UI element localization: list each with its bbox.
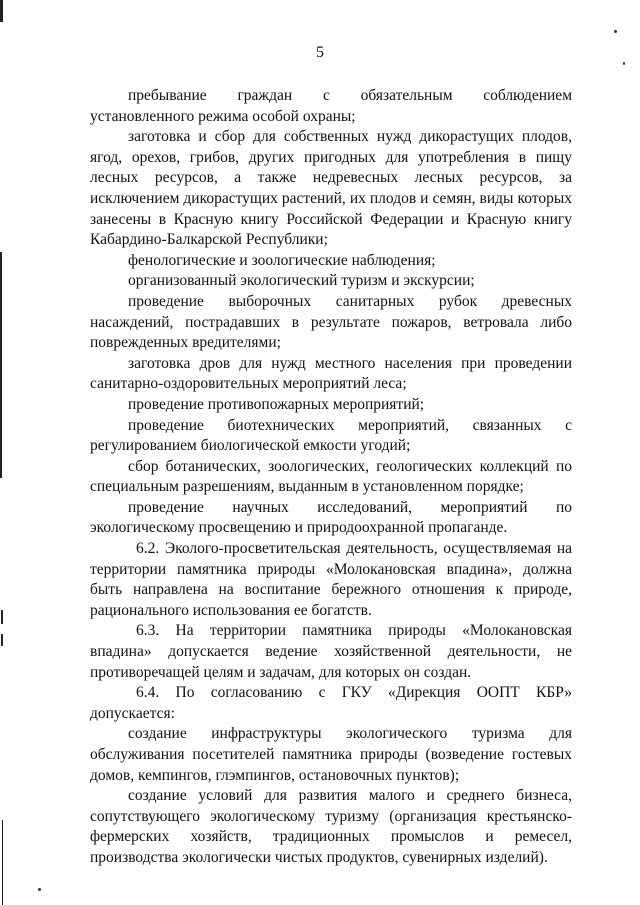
paragraph-biotechnical: проведение биотехнических мероприятий, связанных с регулированием биологической емкости угодий; — [90, 416, 572, 455]
paragraph-eco-tourism: организованный экологический туризм и экскурсии; — [128, 272, 475, 290]
scan-edge-mark — [1, 634, 3, 646]
paragraph-research: проведение научных исследований, мероприятий по экологическому просвещению и природоохранной пропаганде. — [90, 498, 572, 537]
paragraph-6-2: 6.2. Эколого-просветительская деятельность, осуществляемая на территории памятника природы «Молокановская впадина», должна быть направлена на воспитание бережного отношения к природе, рационального использования ее богатств. — [90, 540, 572, 619]
paragraph-observations: фенологические и зоологические наблюдения; — [128, 251, 436, 269]
document-body — [90, 86, 572, 869]
scan-edge-mark — [1, 610, 3, 624]
paragraph-infrastructure: создание инфраструктуры экологического туризма для обслуживания посетителей памятника природы (возведение гостевых домов, кемпингов, глэмпингов, остановочных пунктов); — [90, 725, 572, 784]
scan-edge-mark — [2, 820, 3, 905]
paragraph-6-4: 6.4. По согласованию с ГКУ «Дирекция ООПТ КБР» допускается: — [90, 684, 572, 722]
paragraph-collections: сбор ботанических, зоологических, геологических коллекций по специальным разрешениям, выданным в установленном порядке; — [90, 457, 572, 496]
scan-speck — [38, 888, 41, 891]
paragraph-wild-plants-harvest: заготовка и сбор для собственных нужд дикорастущих плодов, ягод, орехов, грибов, других пригодных для употребления в пищу лесных ресурсов, а также недревесных лесных ресурсов, за исключением дикорастущих растений, их плодов и семян, виды которых занесены в Красную книгу Российской Федерации и Красную книгу Кабардино-Балкарской Республики; — [90, 128, 572, 249]
scan-speck — [614, 30, 617, 33]
scan-edge-mark — [0, 252, 2, 478]
paragraph-business-conditions: создание условий для развития малого и среднего бизнеса, сопутствующего экологическому туризму (организация крестьянско-фермерских хозяйств, традиционных промыслов и ремесел, производства экологически чистых продуктов, сувенирных изделий). — [90, 787, 572, 866]
paragraph-fire-prevention: проведение противопожарных мероприятий; — [128, 395, 425, 413]
scan-speck — [623, 62, 625, 65]
scan-edge-mark — [0, 0, 3, 22]
paragraph-citizens-stay: пребывание граждан с обязательным соблюдением установленного режима особой охраны; — [90, 87, 572, 125]
paragraph-firewood: заготовка дров для нужд местного населения при проведении санитарно-оздоровительных мероприятий леса; — [90, 354, 572, 393]
paragraph-sanitary-felling: проведение выборочных санитарных рубок древесных насаждений, пострадавших в результате пожаров, ветровала либо поврежденных вредителями; — [90, 292, 572, 352]
page-number: 5 — [316, 44, 324, 61]
paragraph-6-3: 6.3. На территории памятника природы «Молокановская впадина» допускается ведение хозяйственной деятельности, не противоречащей целям и задачам, для которых он создан. — [90, 622, 572, 681]
